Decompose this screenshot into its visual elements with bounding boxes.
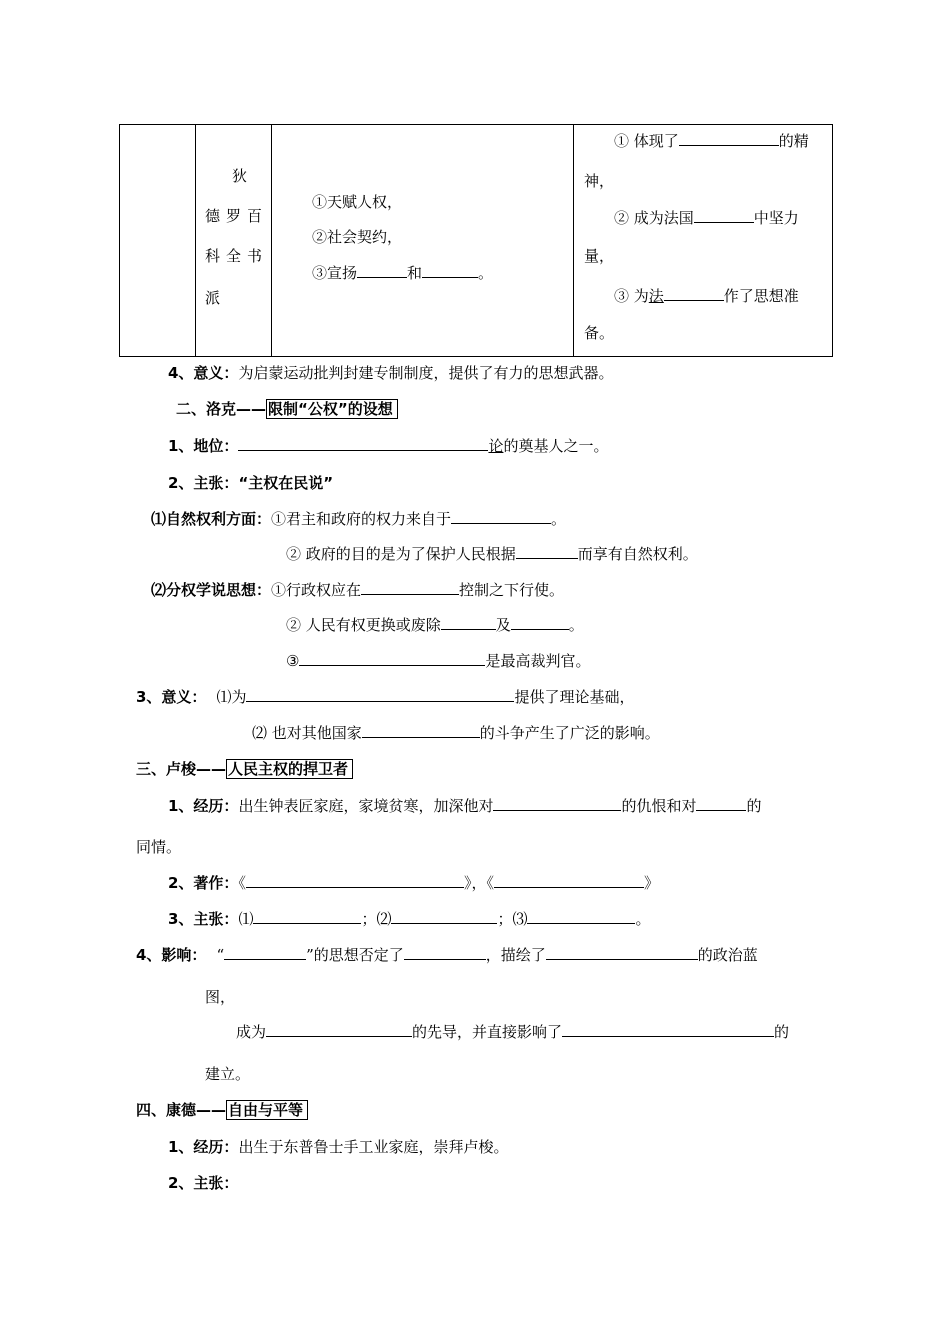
blank[interactable] xyxy=(246,872,464,888)
table-cell-name xyxy=(196,125,272,357)
boxed-subtitle: 人民主权的捍卫者 xyxy=(226,759,353,779)
locke-meaning-line-1: 3、意义： ⑴为 提供了理论基础， xyxy=(136,688,635,706)
influence-line-1: ① 体现了 的精 xyxy=(614,132,809,150)
kant-claim-line: 2、主张： xyxy=(168,1174,239,1192)
blank[interactable] xyxy=(546,944,698,960)
works-line: 2、著作：《 》，《 》 xyxy=(168,874,659,892)
experience-line: 1、经历：出生钟表匠家庭，家境贫寒，加深他对 的仇恨和对 的 xyxy=(168,797,762,815)
natural-rights-line-1: ⑴自然权利方面：①君主和政府的权力来自于 。 xyxy=(151,510,567,528)
blank[interactable] xyxy=(357,262,407,278)
claim-line-2: ②社会契约， xyxy=(312,228,403,246)
blank[interactable] xyxy=(679,130,779,146)
natural-rights-line-2: ② 政府的目的是为了保护人民根据 而享有自然权利。 xyxy=(286,545,698,563)
boxed-subtitle: 自由与平等 xyxy=(226,1100,308,1120)
blank[interactable] xyxy=(493,795,621,811)
blank[interactable] xyxy=(441,614,496,630)
blank[interactable] xyxy=(696,795,746,811)
blank[interactable] xyxy=(451,508,551,524)
section-heading-rousseau: 三、卢梭—— 人民主权的捍卫者 xyxy=(136,758,353,779)
boxed-subtitle: 限制“公权”的设想 xyxy=(266,399,398,419)
influence-cont-3: 建立。 xyxy=(205,1065,251,1083)
influence-cont-1: 图， xyxy=(205,988,236,1006)
table-cell-empty xyxy=(120,125,196,357)
name-line-4: 派 xyxy=(205,289,221,307)
name-line-3: 科全书 xyxy=(205,247,269,265)
blank[interactable] xyxy=(246,686,514,702)
blank[interactable] xyxy=(511,614,569,630)
blank[interactable] xyxy=(562,1021,774,1037)
blank[interactable] xyxy=(238,435,488,451)
blank[interactable] xyxy=(253,908,361,924)
blank[interactable] xyxy=(494,872,644,888)
experience-cont: 同情。 xyxy=(136,838,182,856)
separation-line-2: ② 人民有权更换或废除 及 。 xyxy=(286,616,584,634)
blank[interactable] xyxy=(422,262,478,278)
influence-line: 4、影响： “ ”的思想否定了 ，描绘了 的政治蓝 xyxy=(136,946,758,964)
blank[interactable] xyxy=(299,650,485,666)
claim-line: 2、主张：“主权在民说” xyxy=(168,474,334,492)
blank[interactable] xyxy=(224,944,306,960)
claim-line-3: ③宣扬 和 。 xyxy=(312,264,494,282)
blank[interactable] xyxy=(694,207,754,223)
rousseau-claim-line: 3、主张：⑴ ；⑵ ；⑶ 。 xyxy=(168,910,651,928)
influence-line-4: 量， xyxy=(584,247,615,265)
thinker-table xyxy=(119,124,833,357)
influence-line-3: ② 成为法国 中坚力 xyxy=(614,209,799,227)
influence-line-2: 神， xyxy=(584,172,615,190)
influence-line-6: 备。 xyxy=(584,324,615,342)
blank[interactable] xyxy=(361,579,459,595)
meaning-line: 4、意义：为启蒙运动批判封建专制制度，提供了有力的思想武器。 xyxy=(168,364,614,382)
separation-line-3: ③ 是最高裁判官。 xyxy=(286,652,591,670)
section-heading-kant: 四、康德—— 自由与平等 xyxy=(136,1099,308,1120)
blank[interactable] xyxy=(527,908,635,924)
status-line: 1、地位： 论的奠基人之一。 xyxy=(168,437,609,455)
locke-meaning-line-2: ⑵ 也对其他国家 的斗争产生了广泛的影响。 xyxy=(252,724,660,742)
table-cell-influence xyxy=(574,125,833,357)
blank[interactable] xyxy=(362,722,480,738)
influence-cont-2: 成为 的先导，并直接影响了 的 xyxy=(236,1023,790,1041)
blank[interactable] xyxy=(391,908,497,924)
section-heading-locke: 二、洛克—— 限制“公权”的设想 xyxy=(176,398,398,419)
name-line-1: 狄 xyxy=(232,167,248,185)
separation-line-1: ⑵分权学说思想：①行政权应在 控制之下行使。 xyxy=(151,581,565,599)
kant-experience-line: 1、经历：出生于东普鲁士手工业家庭，崇拜卢梭。 xyxy=(168,1138,509,1156)
table-cell-claims xyxy=(272,125,574,357)
influence-line-5: ③ 为法 作了思想准 xyxy=(614,287,799,305)
blank[interactable] xyxy=(266,1021,412,1037)
blank[interactable] xyxy=(404,944,486,960)
blank[interactable] xyxy=(664,285,724,301)
claim-line-1: ①天赋人权， xyxy=(312,193,403,211)
blank[interactable] xyxy=(516,543,578,559)
name-line-2: 德罗百 xyxy=(205,207,269,225)
